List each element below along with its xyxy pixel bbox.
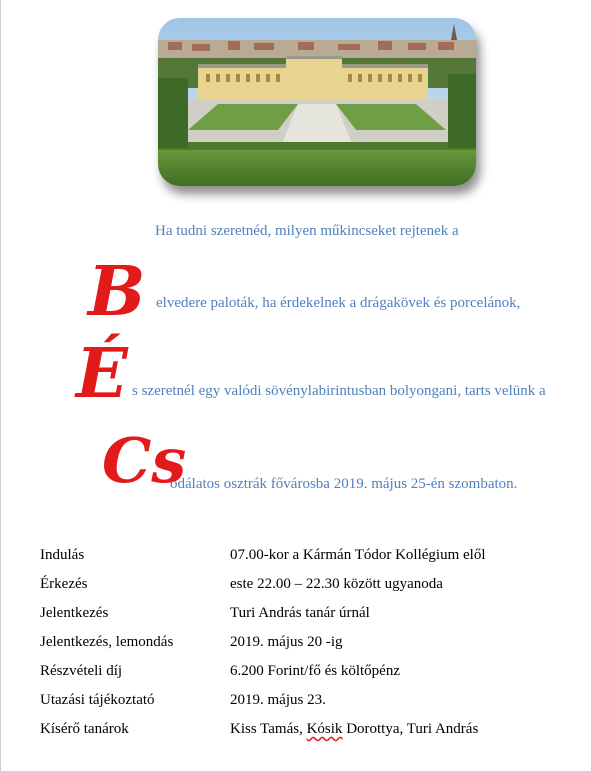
detail-label: Utazási tájékoztató: [40, 692, 155, 708]
intro-line-2: elvedere paloták, ha érdekelnek a drágakövek és porcelánok,: [156, 295, 521, 311]
detail-row-briefing: [40, 686, 560, 715]
dropcap-cs: Cs: [102, 424, 187, 497]
teachers-part-2: Dorottya, Turi András: [342, 721, 479, 737]
detail-label: Részvételi díj: [40, 663, 123, 679]
intro-line-1: Ha tudni szeretnéd, milyen műkincseket rejtenek a: [155, 223, 459, 239]
detail-value: 2019. május 23.: [230, 692, 326, 708]
intro-line-4: odálatos osztrák fővárosba 2019. május 25-én szombaton.: [170, 476, 518, 492]
schonbrunn-palace-photo: [158, 18, 476, 186]
teachers-part-1: Kiss Tamás,: [230, 721, 307, 737]
detail-value: 2019. május 20 -ig: [230, 634, 343, 650]
detail-row-arrival: [40, 570, 560, 599]
detail-value: este 22.00 – 22.30 között ugyanoda: [230, 576, 443, 592]
detail-row-departure: [40, 541, 560, 570]
detail-value: [230, 721, 560, 738]
intro-line-3: s szeretnél egy valódi sövénylabirintusban bolyongani, tarts velünk a: [132, 383, 546, 399]
detail-value: 07.00-kor a Kármán Tódor Kollégium elől: [230, 547, 486, 563]
detail-row-registration: [40, 599, 560, 628]
dropcap-b: B: [88, 252, 146, 332]
detail-value: Turi András tanár úrnál: [230, 605, 370, 621]
detail-label: Jelentkezés: [40, 605, 109, 621]
trip-details-table: [40, 541, 560, 744]
page-left-edge: [0, 0, 1, 771]
spellcheck-marked-word: Kósik: [306, 721, 343, 737]
detail-label: Kísérő tanárok: [40, 721, 129, 737]
detail-label: Jelentkezés, lemondás: [40, 634, 174, 650]
detail-label: Érkezés: [40, 576, 88, 592]
detail-label: Indulás: [40, 547, 85, 563]
detail-row-fee: [40, 657, 560, 686]
detail-row-cancellation: [40, 628, 560, 657]
detail-row-teachers: [40, 715, 560, 744]
dropcap-e: É: [76, 334, 128, 414]
detail-value: 6.200 Forint/fő és költőpénz: [230, 663, 400, 679]
